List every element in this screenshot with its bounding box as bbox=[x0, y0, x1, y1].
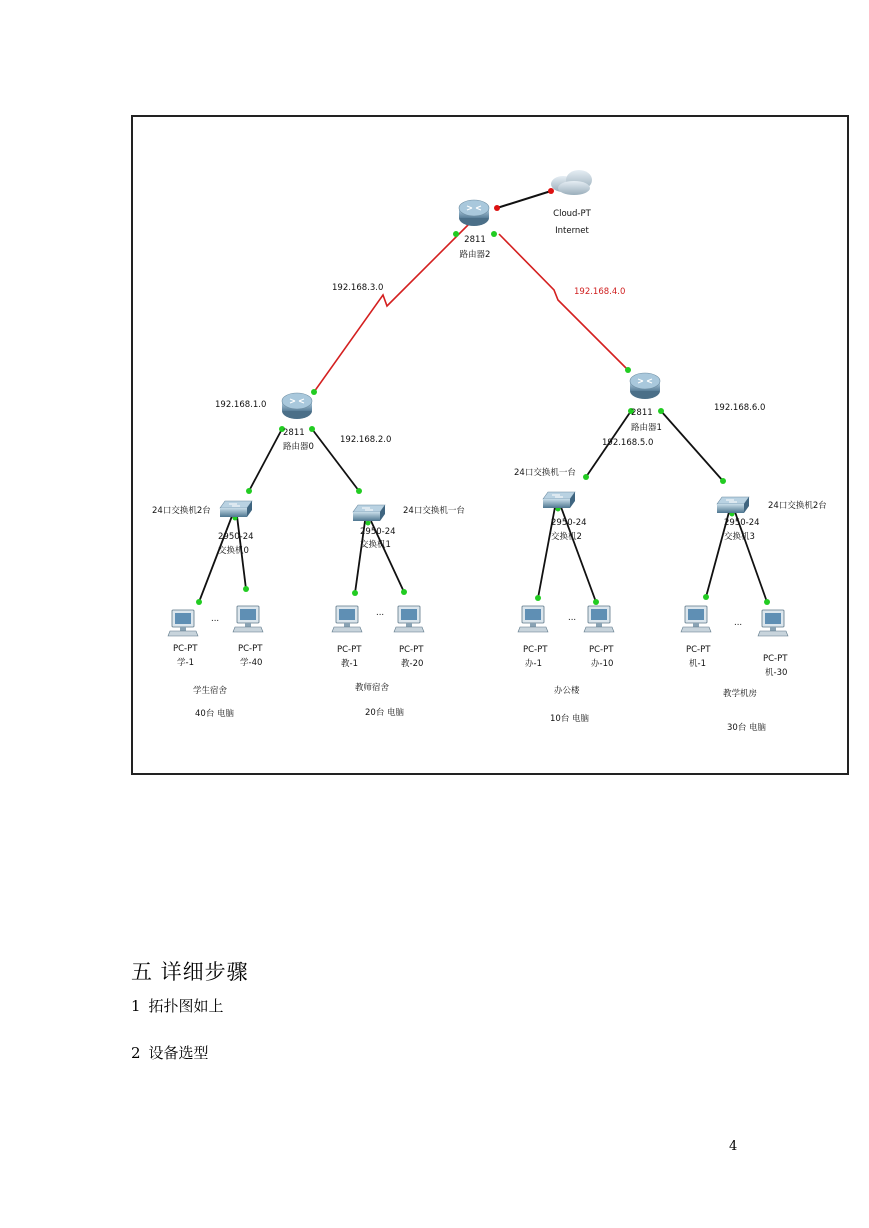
group-place: 学生宿舍 bbox=[193, 686, 228, 696]
pc-model: PC-PT bbox=[523, 645, 548, 655]
router2-name: 路由器2 bbox=[459, 250, 491, 260]
section-heading: 五 详细步骤 bbox=[131, 960, 249, 984]
switch-note: 24口交换机一台 bbox=[403, 506, 465, 516]
switch-icon bbox=[353, 505, 385, 521]
pc-name: 学-1 bbox=[177, 658, 194, 668]
pc-icon bbox=[518, 606, 548, 632]
switch-model: 2950-24 bbox=[724, 518, 760, 528]
pc-name: 机-1 bbox=[689, 659, 706, 669]
pc-ellipsis: ... bbox=[568, 613, 577, 623]
network-label: 192.168.2.0 bbox=[340, 435, 392, 445]
switch-name: 交换机3 bbox=[724, 532, 755, 542]
switch-name: 交换机1 bbox=[360, 540, 391, 550]
network-topology-diagram bbox=[131, 115, 849, 775]
pc-ellipsis: ... bbox=[211, 614, 220, 624]
switch-name: 交换机0 bbox=[218, 546, 249, 556]
switch-model: 2950-24 bbox=[551, 518, 587, 528]
router-icon bbox=[282, 393, 312, 419]
network-label: 192.168.3.0 bbox=[332, 283, 384, 293]
group-count: 30台 电脑 bbox=[727, 723, 767, 733]
step-item bbox=[131, 995, 224, 1016]
network-label: 192.168.5.0 bbox=[602, 438, 654, 448]
pc-icon bbox=[584, 606, 614, 632]
link-sw0-pc bbox=[199, 516, 232, 602]
step-text: 设备选型 bbox=[148, 1044, 209, 1062]
router2-model: 2811 bbox=[464, 235, 486, 245]
switch-model: 2950-24 bbox=[360, 527, 396, 537]
router-icon bbox=[459, 200, 489, 226]
serial-link-r2-r1 bbox=[499, 234, 628, 370]
step-item bbox=[131, 1042, 209, 1063]
network-label: 192.168.6.0 bbox=[714, 403, 766, 413]
port-down-indicator bbox=[494, 205, 500, 211]
cloud-name: Internet bbox=[555, 226, 589, 236]
step-number: 2 bbox=[131, 1044, 141, 1062]
port-down-indicator bbox=[548, 188, 554, 194]
switch-icon bbox=[717, 497, 749, 513]
switch-name: 交换机2 bbox=[551, 532, 582, 542]
router1-name: 路由器1 bbox=[631, 423, 662, 433]
switch-note: 24口交换机2台 bbox=[768, 501, 827, 511]
group-place: 教师宿舍 bbox=[355, 683, 390, 693]
pc-name: 机-30 bbox=[765, 668, 788, 678]
pc-icon bbox=[233, 606, 263, 632]
pc-model: PC-PT bbox=[399, 645, 424, 655]
pc-name: 办-1 bbox=[525, 659, 542, 669]
router0-model: 2811 bbox=[283, 428, 305, 438]
pc-icon bbox=[332, 606, 362, 632]
pc-model: PC-PT bbox=[589, 645, 614, 655]
cloud-icon bbox=[551, 170, 592, 195]
page-number: 4 bbox=[729, 1139, 738, 1154]
group-count: 40台 电脑 bbox=[195, 709, 235, 719]
switch-icon bbox=[220, 501, 252, 517]
link-r1-sw3 bbox=[661, 411, 723, 481]
pc-icon bbox=[681, 606, 711, 632]
pc-model: PC-PT bbox=[763, 654, 788, 664]
pc-model: PC-PT bbox=[173, 644, 198, 654]
pc-ellipsis: ... bbox=[376, 608, 385, 618]
serial-link-r2-r0 bbox=[314, 219, 474, 392]
group-count: 10台 电脑 bbox=[550, 714, 590, 724]
step-text: 拓扑图如上 bbox=[148, 997, 224, 1015]
pc-name: 教-20 bbox=[401, 659, 424, 669]
pc-icon bbox=[394, 606, 424, 632]
pc-ellipsis: ... bbox=[734, 618, 743, 628]
network-label: 192.168.4.0 bbox=[574, 287, 626, 297]
pc-model: PC-PT bbox=[686, 645, 711, 655]
router1-model: 2811 bbox=[631, 408, 653, 418]
router0-name: 路由器0 bbox=[283, 442, 314, 452]
pc-name: 办-10 bbox=[591, 659, 614, 669]
router-icon bbox=[630, 373, 660, 399]
switch-model: 2950-24 bbox=[218, 532, 254, 542]
switch-note: 24口交换机2台 bbox=[152, 506, 211, 516]
pc-icon bbox=[168, 610, 198, 636]
group-count: 20台 电脑 bbox=[365, 708, 405, 718]
cloud-model: Cloud-PT bbox=[553, 209, 591, 219]
pc-icon bbox=[758, 610, 788, 636]
link-r2-cloud bbox=[497, 191, 551, 208]
link-r0-sw0 bbox=[249, 429, 282, 491]
group-place: 教学机房 bbox=[723, 689, 758, 699]
port-indicators bbox=[196, 231, 770, 605]
step-number: 1 bbox=[131, 997, 141, 1015]
pc-model: PC-PT bbox=[337, 645, 362, 655]
network-label: 192.168.1.0 bbox=[215, 400, 267, 410]
group-place: 办公楼 bbox=[554, 686, 580, 696]
pc-model: PC-PT bbox=[238, 644, 263, 654]
switch-icon bbox=[543, 492, 575, 508]
switch-note: 24口交换机一台 bbox=[514, 468, 576, 478]
pc-name: 教-1 bbox=[341, 659, 358, 669]
pc-name: 学-40 bbox=[240, 658, 263, 668]
